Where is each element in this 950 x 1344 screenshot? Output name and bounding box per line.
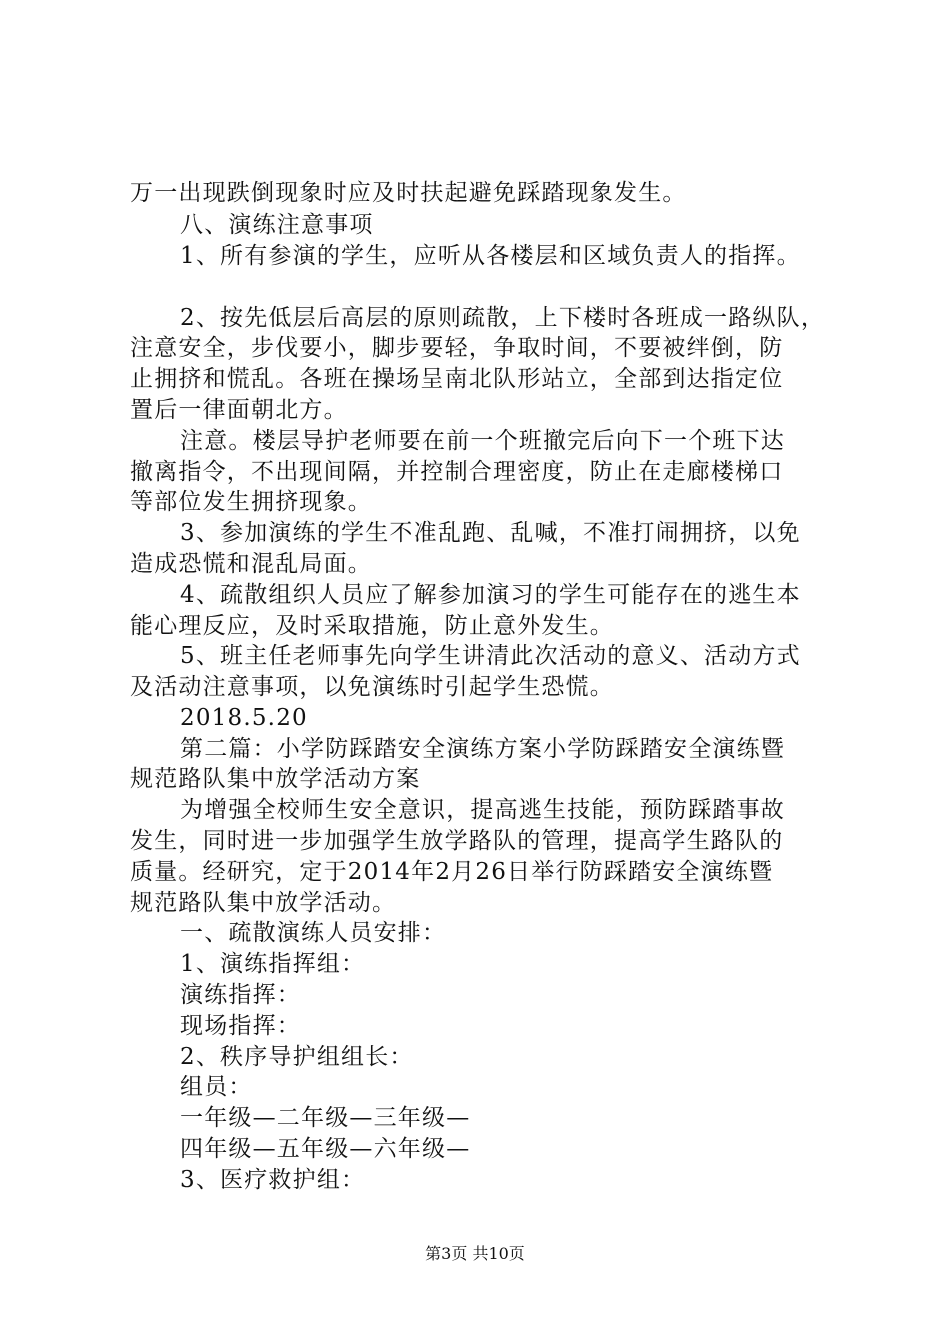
- list-item: 演练指挥：: [180, 982, 301, 1008]
- list-item: 2、秩序导护组组长：: [180, 1044, 414, 1070]
- text-line: 2、按先低层后高层的原则疏散，上下楼时各班成一路纵队，: [180, 305, 826, 331]
- text-line: 能心理反应，及时采取措施，防止意外发生。: [130, 613, 614, 639]
- list-item: 组员：: [180, 1074, 253, 1100]
- page-footer: 第3页 共10页: [425, 1244, 525, 1263]
- text-line: 撤离指令，不出现间隔，并控制合理密度，防止在走廊楼梯口: [130, 459, 784, 485]
- text-line: 5、班主任老师事先向学生讲清此次活动的意义、活动方式: [180, 643, 801, 669]
- text-line: 质量。经研究，定于2014年2月26日举行防踩踏安全演练暨: [130, 859, 774, 885]
- section-heading: 八、演练注意事项: [180, 212, 374, 238]
- list-item: 1、演练指挥组：: [180, 951, 366, 977]
- list-item: 3、医疗救护组：: [180, 1167, 366, 1193]
- date-line: 2018.5.20: [180, 705, 308, 731]
- section-heading: 一、疏散演练人员安排：: [180, 920, 447, 946]
- text-line: 为增强全校师生安全意识，提高逃生技能，预防踩踏事故: [180, 797, 785, 823]
- list-item: 现场指挥：: [180, 1013, 301, 1039]
- text-line: 造成恐慌和混乱局面。: [130, 551, 372, 577]
- text-line: 注意安全，步伐要小，脚步要轻，争取时间，不要被绊倒，防: [130, 335, 784, 361]
- text-line: 万一出现跌倒现象时应及时扶起避免踩踏现象发生。: [130, 180, 687, 206]
- text-line: 4、疏散组织人员应了解参加演习的学生可能存在的逃生本: [180, 582, 801, 608]
- list-item: 一年级—二年级—三年级—: [180, 1105, 471, 1131]
- text-line: 等部位发生拥挤现象。: [130, 489, 372, 515]
- chapter-title-cont: 规范路队集中放学活动方案: [130, 766, 421, 792]
- text-line: 3、参加演练的学生不准乱跑、乱喊，不准打闹拥挤，以免: [180, 520, 801, 546]
- text-line: 注意。楼层导护老师要在前一个班撤完后向下一个班下达: [180, 428, 785, 454]
- text-line: 置后一律面朝北方。: [130, 397, 348, 423]
- chapter-title: 第二篇：小学防踩踏安全演练方案小学防踩踏安全演练暨: [180, 736, 785, 762]
- text-line: 规范路队集中放学活动。: [130, 890, 397, 916]
- text-line: 发生，同时进一步加强学生放学路队的管理，提高学生路队的: [130, 828, 784, 854]
- list-item: 四年级—五年级—六年级—: [180, 1136, 471, 1162]
- text-line: 止拥挤和慌乱。各班在操场呈南北队形站立，全部到达指定位: [130, 366, 784, 392]
- text-line: 1、所有参演的学生，应听从各楼层和区域负责人的指挥。: [180, 243, 801, 269]
- text-line: 及活动注意事项，以免演练时引起学生恐慌。: [130, 674, 614, 700]
